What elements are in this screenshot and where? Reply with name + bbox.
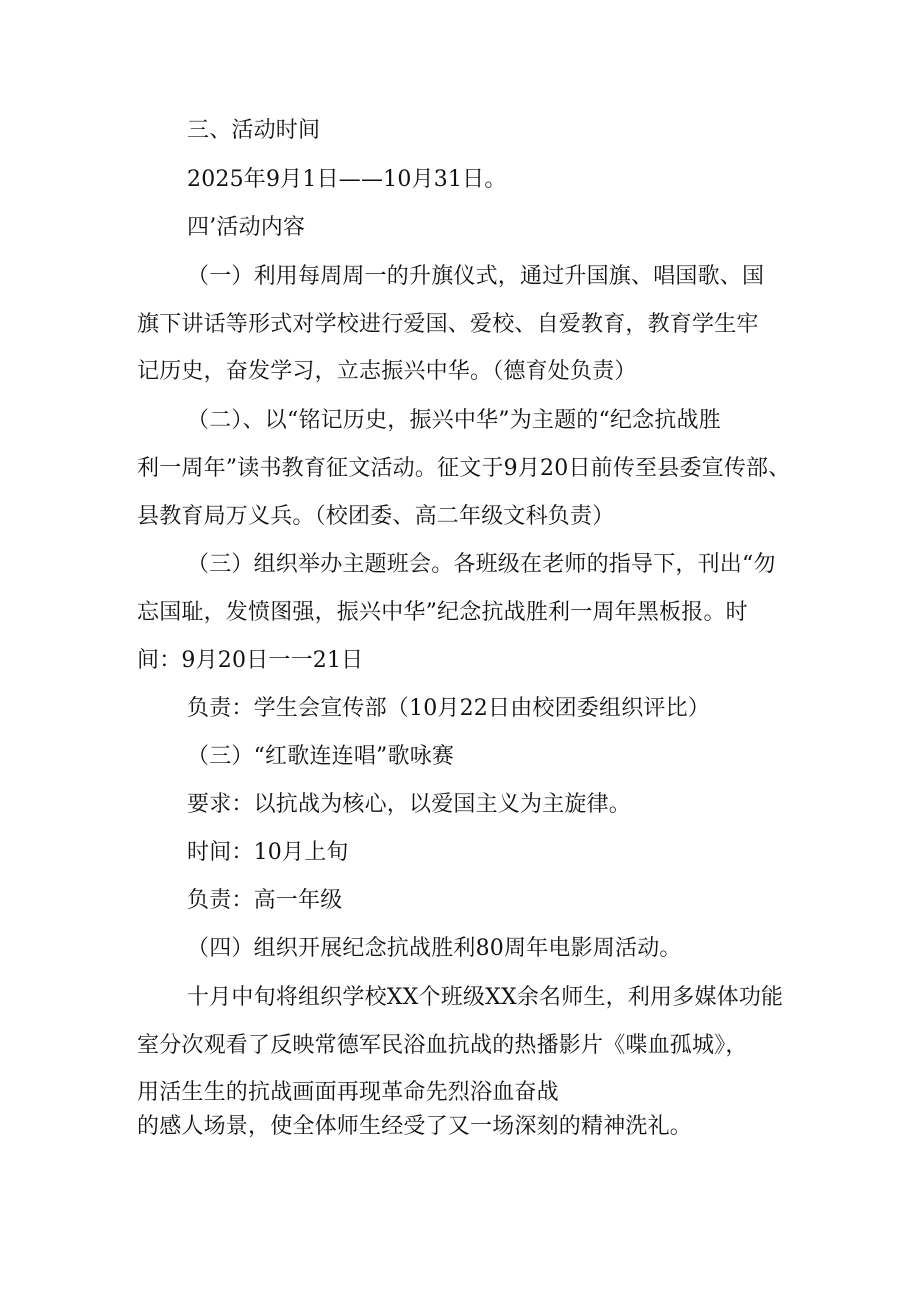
section-heading-time: 三、活动时间 — [187, 118, 321, 143]
paragraph-line: （二）、以“铭记历史，振兴中华”为主题的“纪念抗战胜 — [187, 408, 721, 433]
paragraph-line: 用活生生的抗战画面再现革命先烈浴血奋战 — [137, 1080, 559, 1105]
paragraph-line: 负责：高一年级 — [187, 888, 343, 913]
paragraph-line: （三）组织举办主题班会。各班级在老师的指导下，刊出“勿 — [187, 552, 776, 577]
paragraph-line: （四）组织开展纪念抗战胜利80周年电影周活动。 — [187, 936, 682, 961]
section-heading-content: 四’活动内容 — [187, 215, 306, 240]
paragraph-line: （一）利用每周周一的升旗仪式，通过升国旗、唱国歌、国 — [187, 264, 765, 289]
paragraph-line: 的感人场景，使全体师生经受了又一场深刻的精神洗礼。 — [137, 1114, 693, 1139]
paragraph-line: 室分次观看了反映常德军民浴血抗战的热播影片《喋血孤城》， — [137, 1033, 748, 1058]
paragraph-line: 间：9月20日一一21日 — [137, 648, 364, 673]
paragraph-line: 记历史，奋发学习，立志振兴中华。（德育处负责） — [137, 359, 637, 384]
paragraph-line: 旗下讲话等形式对学校进行爱国、爱校、自爱教育，教育学生牢 — [137, 312, 759, 337]
paragraph-line: 县教育局万义兵。（校团委、高二年级文科负责） — [137, 504, 615, 529]
paragraph-line: 负责：学生会宣传部（10月22日由校团委组织评比） — [187, 696, 710, 721]
paragraph-line: 忘国耻，发愤图强，振兴中华”纪念抗战胜利一周年黑板报。时 — [137, 600, 748, 625]
paragraph-line: （三）“红歌连连唱”歌咏赛 — [187, 744, 455, 769]
paragraph-line: 利一周年”读书教育征文活动。征文于9月20日前传至县委宣传部、 — [137, 456, 791, 481]
time-range-text: 2025年9月1日——10月31日。 — [187, 167, 507, 192]
paragraph-line: 时间：10月上旬 — [187, 840, 349, 865]
paragraph-line: 要求：以抗战为核心，以爱国主义为主旋律。 — [187, 792, 632, 817]
paragraph-line: 十月中旬将组织学校XX个班级XX余名师生，利用多媒体功能 — [187, 985, 784, 1010]
